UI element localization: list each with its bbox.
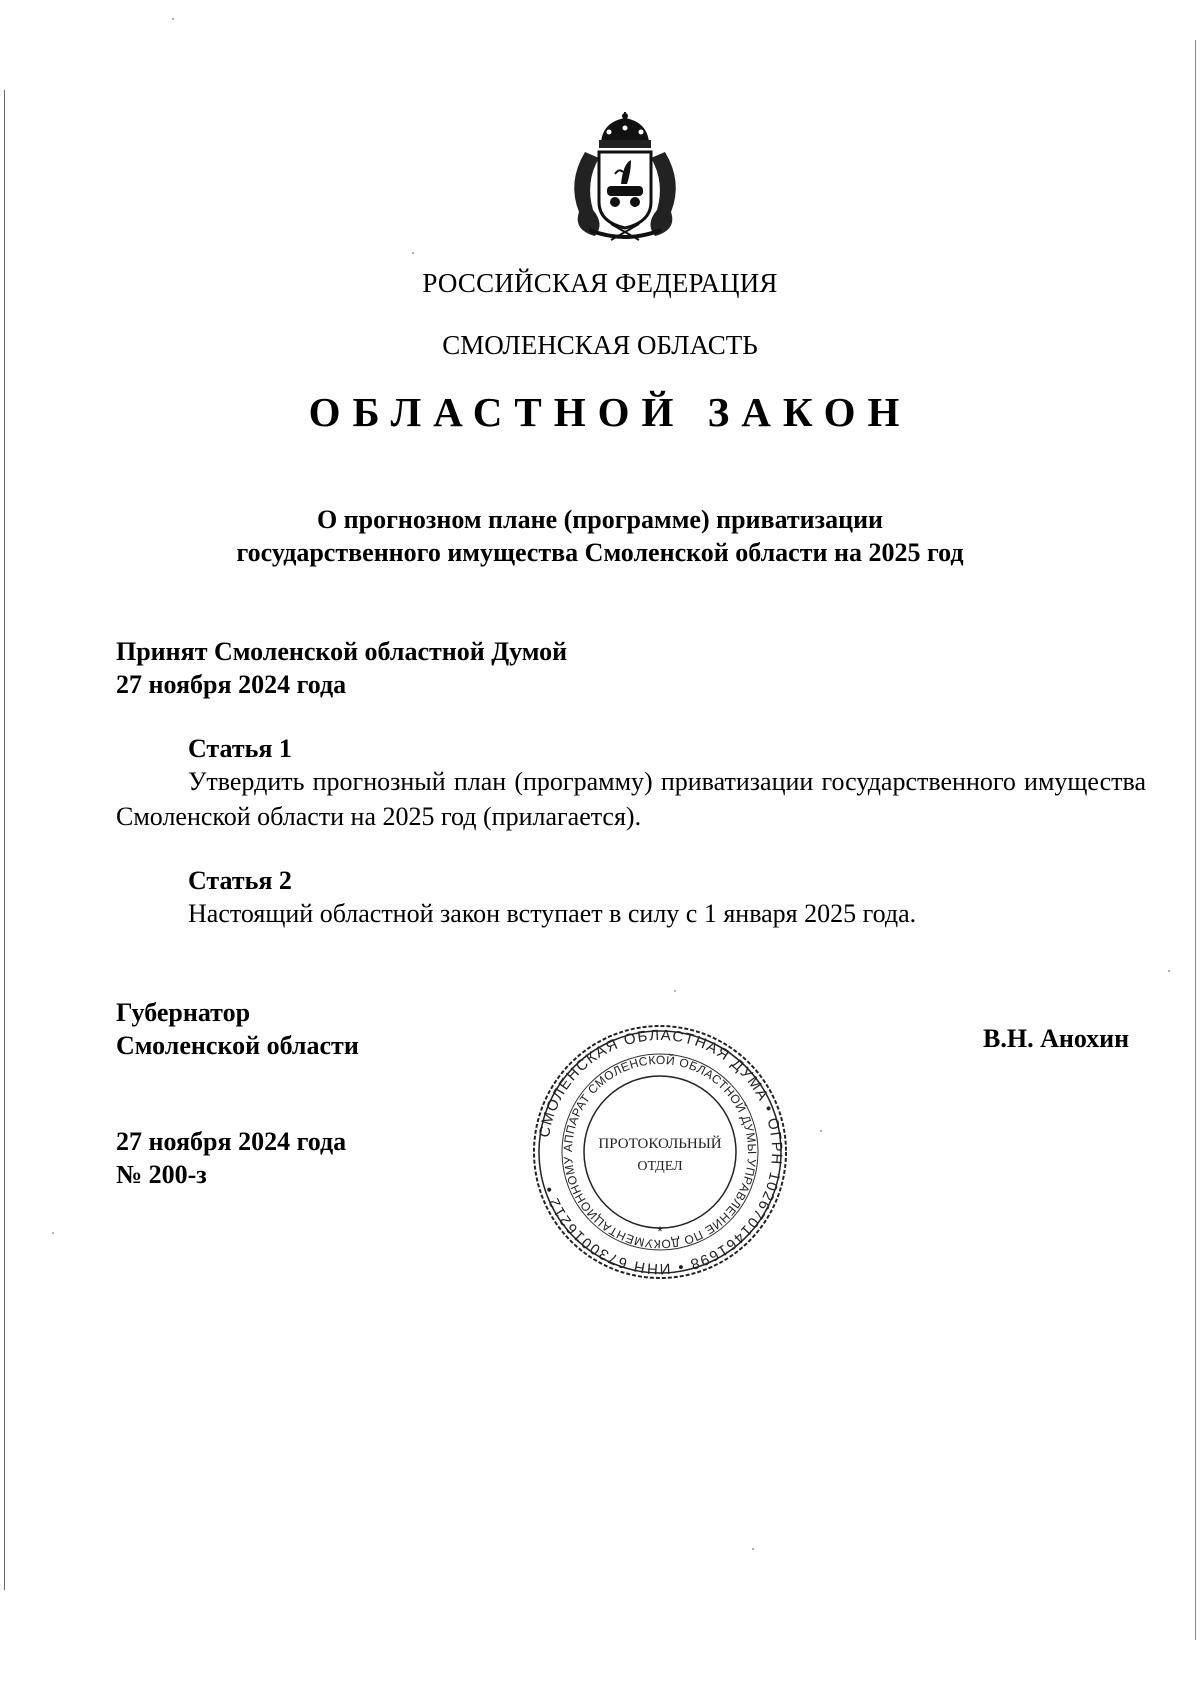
scan-speck [412,252,414,254]
article-1-text: Утвердить прогнозный план (программу) приватизации государственного имущества Смоленской области на 2025 год (прилагается). [116,767,1146,831]
official-seal-icon [530,1022,790,1282]
scan-edge-left [4,90,5,1590]
seal-outer-ring-text: СМОЛЕНСКАЯ ОБЛАСТНАЯ ДУМА • ОГРН 1026701461698 • ИНН 6730016212 • [535,1026,786,1278]
seal-center-line-1: ПРОТОКОЛЬНЫЙ [598,1136,722,1152]
scan-speck [1168,970,1170,972]
scan-speck [172,18,174,20]
scan-speck [820,1130,822,1132]
law-date-number [116,1125,346,1191]
article-1-heading: Статья 1 [188,734,292,763]
law-subject-line-2: государственного имущества Смоленской области на 2025 год [236,538,964,567]
scan-speck [752,1548,754,1550]
law-number: № 200-з [116,1160,207,1189]
signatory-name: В.Н. Анохин [983,1024,1130,1053]
signatory-title-line-2: Смоленской области [116,1031,359,1060]
country-title: РОССИЙСКАЯ ФЕДЕРАЦИЯ [422,268,778,298]
signatory-title-line-1: Губернатор [116,998,251,1027]
seal-center-line-2: ОТДЕЛ [637,1159,683,1174]
seal-star: * [657,1223,663,1239]
article-2-text: Настоящий областной закон вступает в силу с 1 января 2025 года. [188,899,917,928]
adoption-date: 27 ноября 2024 года [116,670,347,699]
law-subject [0,503,1200,569]
signatory-title [116,996,359,1062]
region-title: СМОЛЕНСКАЯ ОБЛАСТЬ [442,330,758,360]
scan-speck [52,1232,54,1234]
adoption-body: Принят Смоленской областной Думой [116,637,568,666]
adoption-note [116,635,567,701]
seal-inner-ring-text: АППАРАТ СМОЛЕНСКОЙ ОБЛАСТНОЙ ДУМЫ УПРАВЛЕНИЕ ПО ДОКУМЕНТАЦИОННОМУ [560,1052,760,1252]
document-type-title: ОБЛАСТНОЙ ЗАКОН [308,389,912,435]
law-subject-line-1: О прогнозном плане (программе) приватизации [316,505,884,534]
coat-of-arms-icon [565,112,685,242]
law-date: 27 ноября 2024 года [116,1127,347,1156]
scan-speck [674,990,676,992]
article-2-heading: Статья 2 [188,866,292,895]
